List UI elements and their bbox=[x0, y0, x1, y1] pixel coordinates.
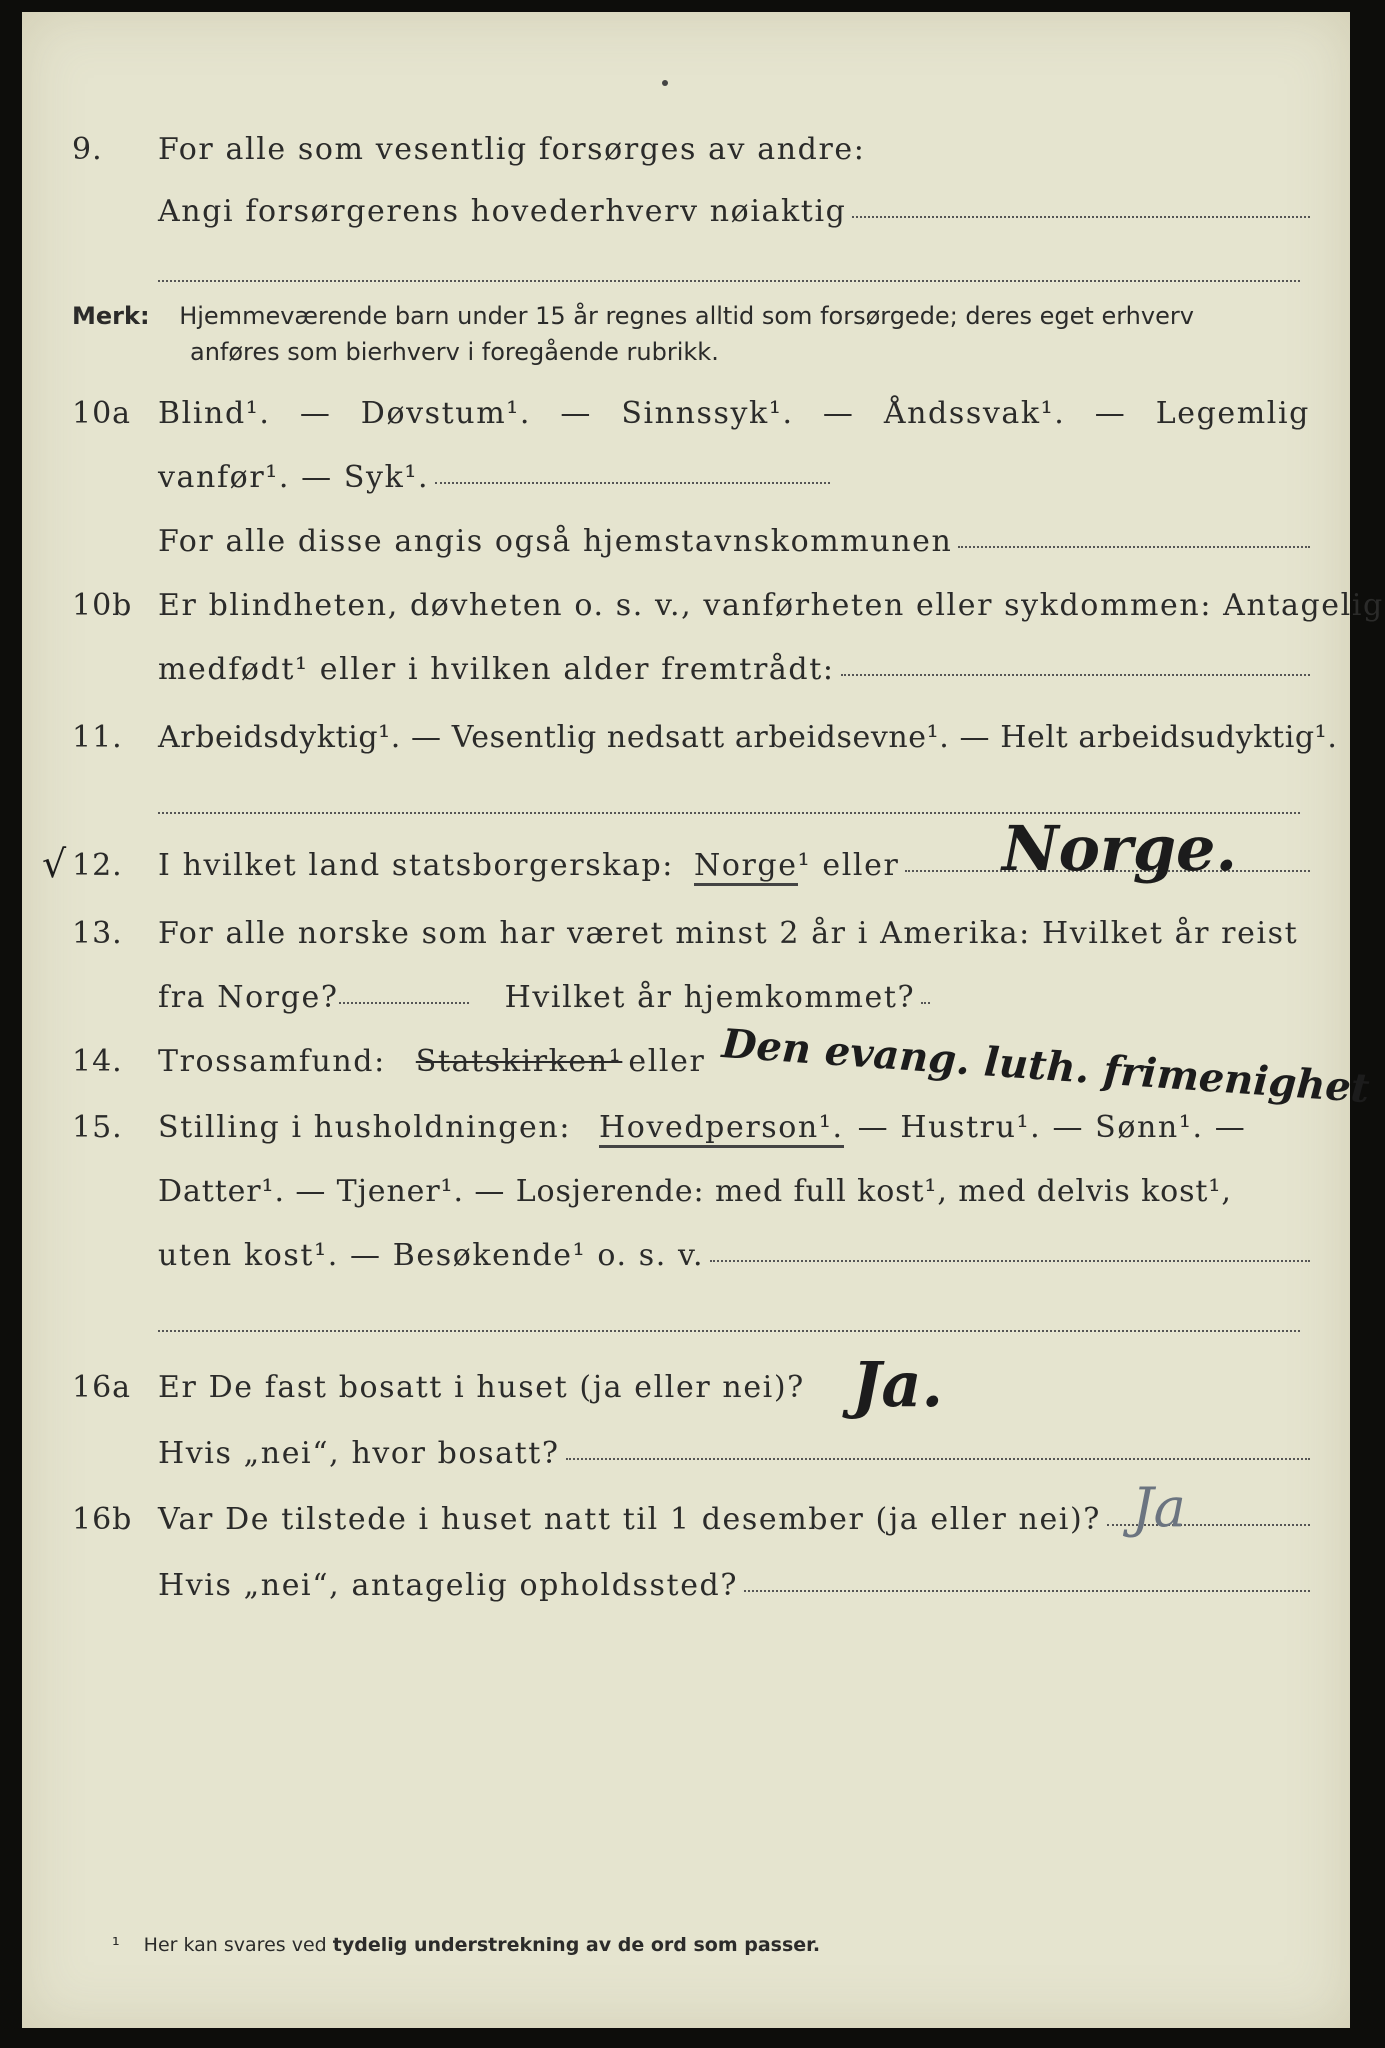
note-text-2: anføres som bierhverv i foregående rubrikk. bbox=[190, 338, 719, 366]
note-label: Merk: bbox=[72, 302, 150, 330]
question-number: 16a bbox=[72, 1370, 132, 1405]
page-dot bbox=[662, 80, 668, 86]
handwritten-answer: Den evang. luth. frimenighet bbox=[720, 1020, 1371, 1113]
question-text: uten kost¹. — Besøkende¹ o. s. v. bbox=[158, 1238, 705, 1273]
question-12 bbox=[22, 812, 1350, 898]
question-text: Var De tilstede i huset natt til 1 desember (ja eller nei)? bbox=[158, 1502, 1101, 1537]
question-text-line bbox=[158, 1436, 1310, 1471]
question-text: For alle disse angis også hjemstavnskommunen bbox=[158, 524, 953, 559]
dash: — bbox=[1094, 396, 1127, 431]
question-16b-line2 bbox=[22, 1568, 1350, 1618]
question-text: Er blindheten, døvheten o. s. v., vanførheten eller sykdommen: Antagelig bbox=[158, 588, 1384, 623]
dash: — bbox=[822, 396, 855, 431]
option-statskirken[interactable]: Statskirken¹ bbox=[415, 1044, 623, 1079]
answer-blank-line[interactable] bbox=[158, 280, 1300, 282]
answer-blank[interactable] bbox=[921, 980, 930, 1004]
question-number: 13. bbox=[72, 916, 123, 951]
check-mark: √ bbox=[42, 842, 67, 886]
question-text: For alle som vesentlig forsørges av andre: bbox=[158, 132, 866, 167]
question-10b bbox=[22, 588, 1384, 638]
question-number: 9. bbox=[72, 132, 103, 167]
question-text: For alle norske som har været minst 2 år i Amerika: Hvilket år reist bbox=[158, 916, 1299, 951]
question-text-line bbox=[158, 194, 1310, 229]
question-text-line bbox=[158, 1238, 1310, 1273]
question-options bbox=[158, 396, 1310, 431]
dash: — bbox=[299, 396, 332, 431]
question-10a bbox=[22, 396, 1350, 446]
answer-blank[interactable] bbox=[852, 194, 1310, 218]
note-merk bbox=[72, 298, 1300, 370]
answer-blank[interactable] bbox=[710, 1238, 1310, 1262]
question-text: Stilling i husholdningen: bbox=[158, 1110, 572, 1145]
handwritten-answer: Ja bbox=[1132, 1476, 1186, 1539]
option-dovstum[interactable]: Døvstum¹. bbox=[360, 396, 532, 431]
answer-blank[interactable] bbox=[339, 980, 469, 1004]
question-number: 15. bbox=[72, 1110, 123, 1145]
dash: — bbox=[560, 396, 592, 431]
question-15-line2 bbox=[22, 1174, 1350, 1224]
question-number: 14. bbox=[72, 1044, 123, 1079]
question-15 bbox=[22, 1110, 1350, 1160]
question-text-line bbox=[158, 1568, 1310, 1603]
question-11 bbox=[22, 720, 1350, 770]
answer-blank[interactable] bbox=[744, 1568, 1310, 1592]
option-hovedperson[interactable]: Hovedperson¹. bbox=[599, 1110, 844, 1148]
question-text: I hvilket land statsborgerskap: bbox=[158, 848, 674, 883]
question-number: 10b bbox=[72, 588, 133, 623]
question-number: 12. bbox=[72, 848, 123, 883]
question-text: vanfør¹. — Syk¹. bbox=[158, 460, 430, 495]
question-text: Hvis „nei“, hvor bosatt? bbox=[158, 1436, 560, 1471]
question-9 bbox=[22, 132, 1350, 182]
question-text: Hvis „nei“, antagelig opholdssted? bbox=[158, 1568, 739, 1603]
question-text-line bbox=[158, 460, 830, 495]
note-text: Hjemmeværende barn under 15 år regnes alltid som forsørgede; deres eget erhverv bbox=[179, 302, 1194, 330]
question-options: — Hustru¹. — Sønn¹. — bbox=[857, 1110, 1247, 1145]
question-10a-line2 bbox=[22, 460, 1350, 510]
option-andssvak[interactable]: Åndssvak¹. bbox=[883, 396, 1066, 431]
answer-blank[interactable] bbox=[958, 524, 1310, 548]
handwritten-answer: Norge. bbox=[1002, 812, 1238, 885]
answer-blank[interactable] bbox=[435, 460, 830, 484]
question-15-line3 bbox=[22, 1238, 1350, 1288]
answer-blank[interactable] bbox=[566, 1436, 1310, 1460]
question-text: Datter¹. — Tjener¹. — Losjerende: med full kost¹, med delvis kost¹, bbox=[158, 1174, 1232, 1209]
census-form-page bbox=[22, 12, 1384, 2028]
question-14 bbox=[22, 1020, 1371, 1113]
question-text-line bbox=[158, 652, 1310, 687]
footnote-text: Her kan svares ved bbox=[143, 1934, 327, 1956]
question-number: 16b bbox=[72, 1502, 133, 1537]
option-legemlig[interactable]: Legemlig bbox=[1155, 396, 1310, 431]
question-text: Arbeidsdyktig¹. — Vesentlig nedsatt arbeidsevne¹. — Helt arbeidsudyktig¹. bbox=[158, 720, 1338, 755]
question-number: 11. bbox=[72, 720, 123, 755]
question-text-line bbox=[158, 1110, 1310, 1148]
question-10a-line3 bbox=[22, 524, 1350, 574]
question-text: medfødt¹ eller i hvilken alder fremtrådt: bbox=[158, 652, 835, 687]
footnote-text-bold: tydelig understrekning av de ord som passer. bbox=[332, 1934, 821, 1956]
question-9-line2 bbox=[22, 194, 1350, 244]
answer-blank-line[interactable] bbox=[158, 1330, 1300, 1332]
footnote bbox=[112, 1934, 820, 1956]
question-13-line2 bbox=[22, 980, 1350, 1030]
option-blind[interactable]: Blind¹. bbox=[158, 396, 271, 431]
question-13 bbox=[22, 916, 1350, 966]
question-text-line bbox=[158, 980, 930, 1015]
question-16b bbox=[22, 1476, 1350, 1552]
answer-blank[interactable] bbox=[841, 652, 1310, 676]
question-text: Er De fast bosatt i huset (ja eller nei)? bbox=[158, 1370, 805, 1405]
question-text: Angi forsørgerens hovederhverv nøiaktig bbox=[158, 194, 847, 229]
question-text: Trossamfund: bbox=[158, 1044, 386, 1079]
question-text-eller: eller bbox=[628, 1044, 706, 1079]
question-16a bbox=[22, 1348, 1350, 1421]
handwritten-answer: Ja. bbox=[852, 1348, 944, 1421]
question-number: 10a bbox=[72, 396, 132, 431]
question-text: fra Norge? bbox=[158, 980, 339, 1015]
footnote-mark: ¹ bbox=[112, 1934, 120, 1956]
question-10b-line2 bbox=[22, 652, 1350, 702]
option-norge[interactable]: Norge bbox=[694, 848, 798, 886]
question-text: Hvilket år hjemkommet? bbox=[504, 980, 916, 1015]
question-text-eller: ¹ eller bbox=[797, 848, 900, 883]
option-sinnssyk[interactable]: Sinnssyk¹. bbox=[621, 396, 794, 431]
question-text-line bbox=[158, 524, 1310, 559]
